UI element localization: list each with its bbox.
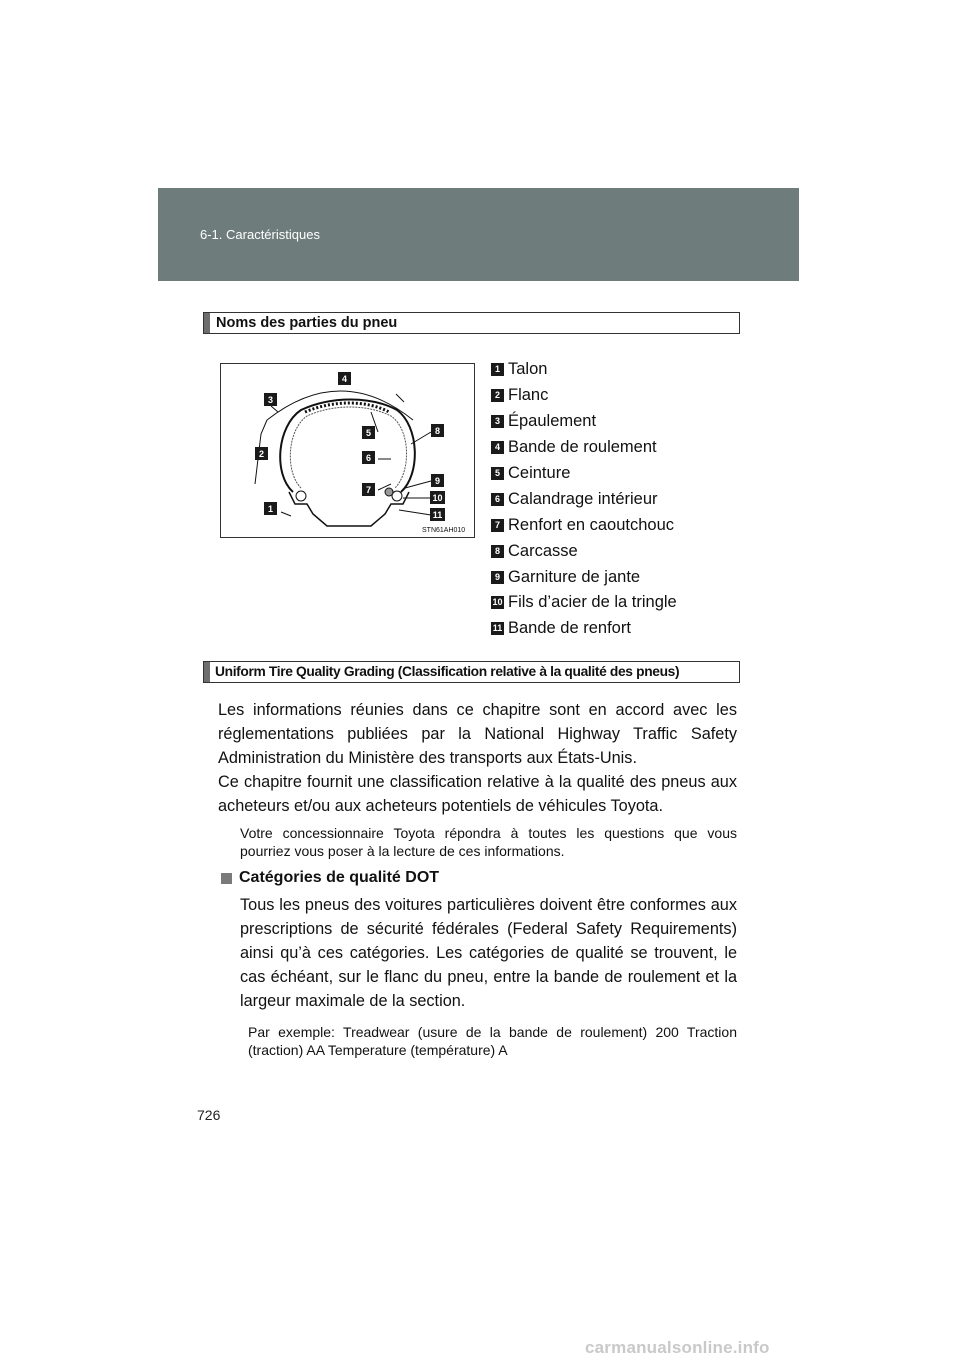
footer-watermark: carmanualsonline.info xyxy=(585,1338,770,1357)
part-label: Bande de renfort xyxy=(508,619,631,638)
diagram-label-1-text: 1 xyxy=(267,504,274,514)
number-badge: 6 xyxy=(491,493,504,506)
list-item xyxy=(491,435,677,461)
section-heading-tire-parts xyxy=(203,312,740,334)
diagram-label-9-text: 9 xyxy=(434,476,441,486)
leader-11 xyxy=(399,510,431,515)
part-label: Ceinture xyxy=(508,464,571,482)
number-badge: 2 xyxy=(491,389,504,402)
paragraph: Les informations réunies dans ce chapitre sont en accord avec les réglementations publiées par la National Highway Traffic Safety Administration du Ministère des transports aux États-Unis. xyxy=(218,701,737,767)
part-label: Fils d’acier de la tringle xyxy=(508,593,677,612)
bead-wire xyxy=(385,488,393,496)
list-item xyxy=(491,616,677,642)
list-item xyxy=(491,461,677,487)
list-item xyxy=(491,409,677,435)
part-label: Carcasse xyxy=(508,541,578,560)
diagram-label-4-text: 4 xyxy=(341,374,348,384)
tire-cross-section-diagram xyxy=(220,363,475,538)
diagram-code: STN61AH010 xyxy=(422,527,466,534)
number-badge: 5 xyxy=(491,467,504,480)
list-item xyxy=(491,357,677,383)
number-badge: 4 xyxy=(491,441,504,454)
section-title: Uniform Tire Quality Grading (Classification relative à la qualité des pneus) xyxy=(215,664,680,679)
subheading-dot xyxy=(221,869,439,887)
diagram-label-6-text: 6 xyxy=(365,453,372,463)
bead-left xyxy=(296,491,306,501)
diagram-label-10-text: 10 xyxy=(432,493,443,503)
diagram-label-8-text: 8 xyxy=(434,426,441,436)
square-bullet-icon xyxy=(221,873,232,884)
section-heading-utqg xyxy=(203,661,740,683)
list-item xyxy=(491,512,677,538)
breadcrumb: 6-1. Caractéristiques xyxy=(200,227,320,242)
diagram-label-7-text: 7 xyxy=(365,485,372,495)
list-item xyxy=(491,590,677,616)
list-item xyxy=(491,383,677,409)
part-label: Garniture de jante xyxy=(508,567,641,586)
tire-diagram-svg xyxy=(221,364,474,537)
number-badge: 8 xyxy=(491,545,504,558)
diagram-label-11-text: 11 xyxy=(432,510,443,520)
tire-parts-list xyxy=(491,357,677,642)
list-item xyxy=(491,538,677,564)
list-item xyxy=(491,486,677,512)
part-label: Talon xyxy=(508,360,548,379)
note: Votre concessionnaire Toyota répondra à toutes les questions que vous pourriez vous poser à la lecture de ces informations. xyxy=(240,825,737,859)
part-label: Bande de roulement xyxy=(508,438,657,457)
tire-inner xyxy=(290,407,406,488)
diagram-label-3-text: 3 xyxy=(267,395,274,405)
number-badge: 9 xyxy=(491,571,504,584)
note: Par exemple: Treadwear (usure de la bande de roulement) 200 Traction (traction) AA Temperature (température) A xyxy=(248,1024,737,1058)
list-item xyxy=(491,564,677,590)
bead-right xyxy=(392,491,402,501)
part-label: Flanc xyxy=(508,386,549,405)
rim xyxy=(289,492,409,526)
heading-marker xyxy=(204,662,210,682)
paragraph: Ce chapitre fournit une classification relative à la qualité des pneus aux acheteurs et/ou aux acheteurs potentiels de véhicules Toyota. xyxy=(218,773,737,815)
tick xyxy=(271,406,278,412)
part-label: Épaulement xyxy=(508,412,597,431)
diagram-label-5-text: 5 xyxy=(365,428,372,438)
paragraph: Tous les pneus des voitures particulières doivent être conformes aux prescriptions de sécurité fédérales (Federal Safety Requirements) ainsi qu’à ces catégories. Les catégories de qualité se trouvent, le cas échéant, sur le flanc du pneu, entre la bande de roulement et la largeur maximale de la section. xyxy=(240,896,737,1010)
part-label: Renfort en caoutchouc xyxy=(508,515,675,534)
heading-marker xyxy=(204,313,210,333)
page-number: 726 xyxy=(197,1107,221,1123)
header-bar xyxy=(158,188,799,281)
diagram-label-2-text: 2 xyxy=(258,449,265,459)
tire-outer xyxy=(280,400,415,493)
number-badge: 11 xyxy=(492,623,503,634)
subheading-text: Catégories de qualité DOT xyxy=(239,869,440,886)
section-title: Noms des parties du pneu xyxy=(216,315,398,331)
number-badge: 3 xyxy=(491,415,504,428)
number-badge: 1 xyxy=(491,363,504,376)
part-label: Calandrage intérieur xyxy=(508,489,658,508)
tick xyxy=(396,394,404,402)
number-badge: 10 xyxy=(492,597,503,608)
tick xyxy=(281,512,291,516)
number-badge: 7 xyxy=(491,519,504,532)
